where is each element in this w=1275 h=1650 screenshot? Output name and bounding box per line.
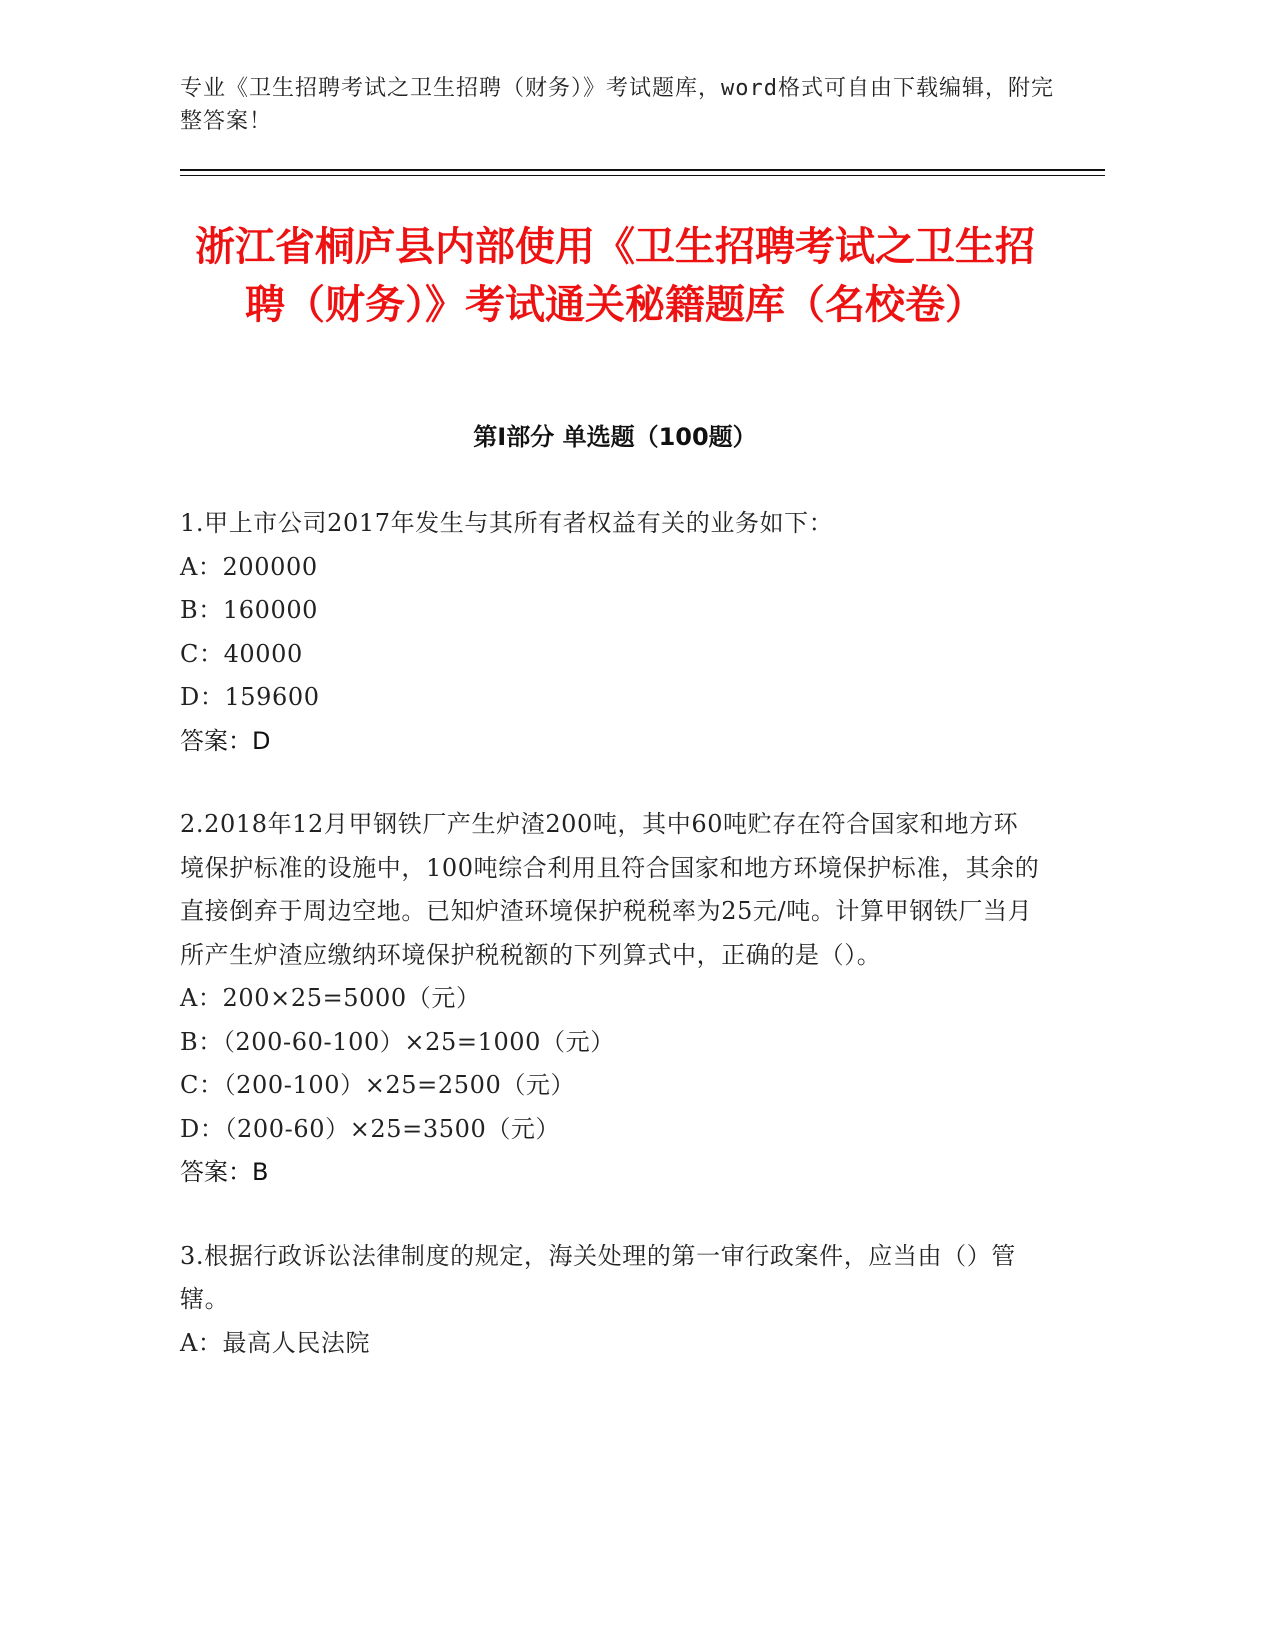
question-3 <box>180 1235 1040 1366</box>
option-b: B：160000 <box>180 596 319 624</box>
question-stem: 2.2018年12月甲钢铁厂产生炉渣200吨，其中60吨贮存在符合国家和地方环境保护标准的设施中，100吨综合利用且符合国家和地方环境保护标准，其余的直接倒弃于周边空地。已知炉渣环境保护税税率为25元/吨。计算甲钢铁厂当月所产生炉渣应缴纳环境保护税税额的下列算式中，正确的是（）。 <box>180 810 1040 969</box>
document-title: 浙江省桐庐县内部使用《卫生招聘考试之卫生招聘（财务）》考试通关秘籍题库（名校卷） <box>195 224 1035 328</box>
option-a: A：200000 <box>180 552 318 581</box>
question-stem: 3.根据行政诉讼法律制度的规定，海关处理的第一审行政案件，应当由（）管辖。 <box>180 1241 1016 1313</box>
answer: 答案：B <box>180 1158 269 1186</box>
option-d: D：（200-60）×25=3500（元） <box>180 1114 561 1143</box>
question-2 <box>180 803 1040 1195</box>
question-1 <box>180 502 1040 763</box>
header-divider-thick <box>180 169 1105 171</box>
option-a: A：最高人民法院 <box>180 1328 371 1357</box>
option-d: D：159600 <box>180 683 320 711</box>
option-a: A：200×25=5000（元） <box>180 984 481 1012</box>
question-stem: 1.甲上市公司2017年发生与其所有者权益有关的业务如下： <box>180 509 834 537</box>
option-b: B：（200-60-100）×25=1000（元） <box>180 1027 615 1056</box>
option-c: C：40000 <box>180 639 303 668</box>
header-note: 专业《卫生招聘考试之卫生招聘（财务）》考试题库，word格式可自由下载编辑，附完整答案！ <box>180 76 1054 134</box>
option-c: C：（200-100）×25=2500（元） <box>180 1071 576 1099</box>
question-list <box>180 502 1040 1405</box>
answer: 答案：D <box>180 726 271 755</box>
header-divider-thin <box>180 175 1105 176</box>
section-heading: 第I部分 单选题（100题） <box>473 423 757 451</box>
